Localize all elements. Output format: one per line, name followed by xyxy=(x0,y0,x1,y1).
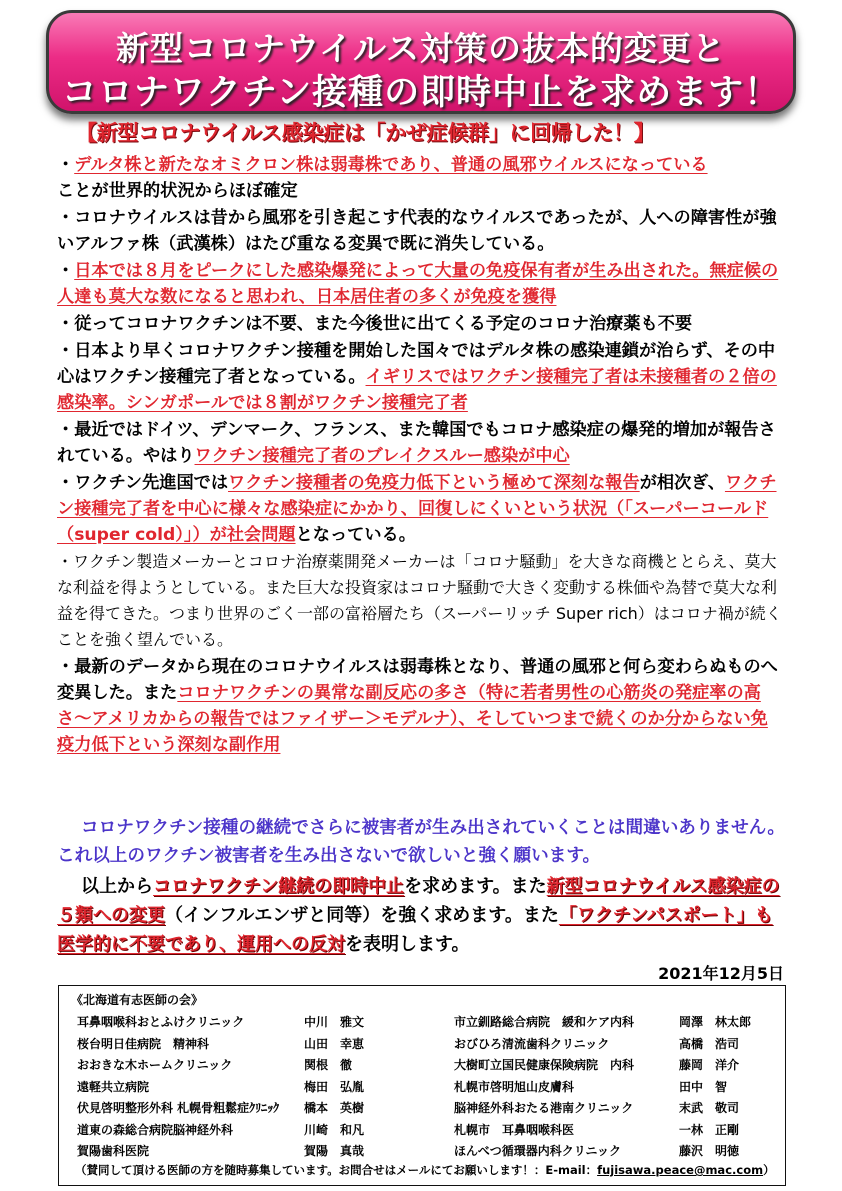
paragraph-immunity-decline xyxy=(57,470,785,548)
paragraph-text: ・最近ではドイツ、デンマーク、フランス、また韓国でもコロナ感染症の爆発的増加が報告されている。やはり xyxy=(57,420,776,466)
paragraph-text: ・ワクチン先進国では xyxy=(57,473,229,493)
demands-text xyxy=(57,872,785,959)
member-clinic: おおきな木ホームクリニック xyxy=(77,1058,233,1072)
member-clinic: 札幌市 耳鼻咽喉科医 xyxy=(454,1122,575,1137)
paragraph-side-effects xyxy=(57,654,785,758)
appeal-text: コロナワクチン接種の継続でさらに被害者が生み出されていくことは間違いありません。これ以上のワクチン被害者を生み出さないで欲しいと強く願います。 xyxy=(57,818,785,866)
member-name: 山田 幸恵 xyxy=(304,1036,365,1051)
highlight-text: ワクチン接種者の免疫力低下という極めて深刻な報告 xyxy=(228,473,640,493)
paragraph-japan-immunity xyxy=(57,258,785,310)
member-name: 高橋 浩司 xyxy=(679,1036,740,1051)
member-row xyxy=(59,1121,785,1143)
member-name: 梅田 弘胤 xyxy=(304,1079,365,1094)
member-clinic: ほんべつ循環器内科クリニック xyxy=(454,1144,622,1158)
member-clinic: 市立釧路総合病院 緩和ケア内科 xyxy=(454,1015,635,1029)
member-clinic: 札幌市啓明旭山皮膚科 xyxy=(454,1079,575,1094)
member-row xyxy=(59,1013,785,1035)
footer-note xyxy=(75,1162,775,1178)
paragraph-text: ・日本より早くコロナワクチン接種を開始した国々ではデルタ株の感染連鎖が治らず、その中心はワクチン接種完了者となっている。 xyxy=(57,341,776,387)
highlight-text: イギリスではワクチン接種完了者は未接種者の２倍の感染率。シンガポールでは８割がワクチン接種完了者 xyxy=(57,367,777,413)
paragraph-alpha: ・コロナウイルスは昔から風邪を引き起こす代表的なウイルスであったが、人への障害性が強いアルファ株（武漢株）はたび重なる変異で既に消失している。 xyxy=(57,208,777,254)
member-name: 関根 徹 xyxy=(304,1058,353,1072)
paragraph-text: が相次ぎ、 xyxy=(639,473,725,493)
highlight-text: コロナワクチン継続の即時中止 xyxy=(153,876,405,897)
paragraph-text: ことが世界的状況からほぼ確定 xyxy=(57,181,298,201)
member-clinic: 道東の森総合病院脳神経外科 xyxy=(77,1122,234,1137)
member-row xyxy=(59,1035,785,1057)
highlight-text: コロナワクチンの異常な副反応の多さ（特に若者男性の心筋炎の発症率の高さ〜アメリカからの報告ではファイザー＞モデルナ）、そしていつまで続くのか分からない免疫力低下という深刻な副作用 xyxy=(57,683,768,755)
member-clinic: 賀陽歯科医院 xyxy=(77,1144,150,1158)
member-row xyxy=(59,1078,785,1100)
paragraph-delta-omicron xyxy=(57,152,785,204)
note-text: （賛同して頂ける医師の方を随時募集しています。お問合せはメールにてお願いします！：E-mail： xyxy=(75,1163,598,1177)
document-date: 2021年12月5日 xyxy=(658,964,784,983)
paragraph-text: を表明します。 xyxy=(345,934,470,955)
member-row xyxy=(59,1142,785,1164)
member-clinic: 大樹町立国民健康保険病院 内科 xyxy=(454,1058,635,1072)
member-clinic: 桜台明日佳病院 精神科 xyxy=(77,1036,210,1051)
highlight-text: デルタ株と新たなオミクロン株は弱毒株であり、普通の風邪ウイルスになっている xyxy=(74,155,708,175)
bullet: ・ xyxy=(57,155,75,175)
body-text xyxy=(57,152,785,759)
highlight-text: 日本では８月をピークにした感染爆発によって大量の免疫保有者が生み出された。無症候の人達も莫大な数になると思われ、日本居住者の多くが免疫を獲得 xyxy=(57,261,779,307)
member-name: 中川 雅文 xyxy=(304,1015,365,1029)
bullet: ・ xyxy=(57,261,75,281)
member-name: 末武 敬司 xyxy=(679,1101,740,1115)
paragraph-text: （インフルエンザと同等）を強く求めます。また xyxy=(165,905,559,926)
email-link[interactable]: fujisawa.peace@mac.com xyxy=(597,1163,764,1177)
highlight-text: 新型コロナウイルス感染症の５類への変更 xyxy=(57,876,780,926)
title-line-2: コロナワクチン接種の即時中止を求めます！ xyxy=(61,73,781,113)
paragraph-text: ・最新のデータから現在のコロナウイルスは弱毒株となり、普通の風邪と何ら変わらぬものへ変異した。また xyxy=(57,657,778,703)
paragraph-unnecessary: ・従ってコロナワクチンは不要、また今後世に出てくる予定のコロナ治療薬も不要 xyxy=(57,314,693,334)
members-box xyxy=(58,985,786,1186)
member-row xyxy=(59,1056,785,1078)
member-name: 賀陽 真哉 xyxy=(304,1144,365,1158)
member-clinic: 伏見啓明整形外科 札幌骨粗鬆症ｸﾘﾆｯｸ xyxy=(77,1101,280,1115)
member-name: 橋本 英樹 xyxy=(304,1101,365,1115)
member-name: 一林 正剛 xyxy=(679,1122,740,1137)
member-row xyxy=(59,1099,785,1121)
member-clinic: 脳神経外科おたる港南クリニック xyxy=(454,1101,634,1115)
highlight-text: 「ワクチンパスポート」も医学的に不要であり、運用への反対 xyxy=(57,905,773,955)
paragraph-manufacturers: ・ワクチン製造メーカーとコロナ治療薬開発メーカーは「コロナ騒動」を大きな商機ととらえ、莫大な利益を得ようとしている。また巨大な投資家はコロナ騒動で大きく変動する株価や為替で莫大な利益を得てきた。つまり世界のごく一部の富裕層たち（スーパーリッチ Super rich）はコロナ禍が続くことを強く望んでいる。 xyxy=(57,552,782,649)
highlight-text: ワクチン接種完了者を中心に様々な感染症にかかり、回復しにくいという状況（「スーパーコールド（super cold）」）が社会問題 xyxy=(57,473,777,545)
member-name: 岡澤 林太郎 xyxy=(679,1015,752,1029)
member-name: 川崎 和凡 xyxy=(304,1122,365,1137)
note-text: ） xyxy=(763,1163,775,1177)
member-clinic: 遠軽共立病院 xyxy=(77,1079,150,1094)
members-header: 《北海道有志医師の会》 xyxy=(71,993,204,1007)
member-clinic: おびひろ清流歯科クリニック xyxy=(454,1036,610,1051)
paragraph-europe xyxy=(57,417,785,469)
title-line-1: 新型コロナウイルス対策の抜本的変更と xyxy=(115,29,727,68)
paragraph-text: 以上から xyxy=(81,876,153,897)
member-clinic: 耳鼻咽喉科おとふけクリニック xyxy=(77,1015,245,1029)
paragraph-text: を求めます。また xyxy=(404,876,547,897)
paragraph-other-countries xyxy=(57,338,785,416)
highlight-text: ワクチン接種完了者のブレイクスルー感染が中心 xyxy=(194,446,570,466)
member-name: 藤岡 洋介 xyxy=(679,1058,740,1072)
member-name: 田中 智 xyxy=(679,1079,728,1094)
section-heading: 【新型コロナウイルス感染症は「かぜ症候群」に回帰した！】 xyxy=(76,121,655,145)
member-name: 藤沢 明徳 xyxy=(679,1144,740,1158)
title-banner xyxy=(46,10,796,114)
paragraph-text: となっている。 xyxy=(295,525,416,545)
